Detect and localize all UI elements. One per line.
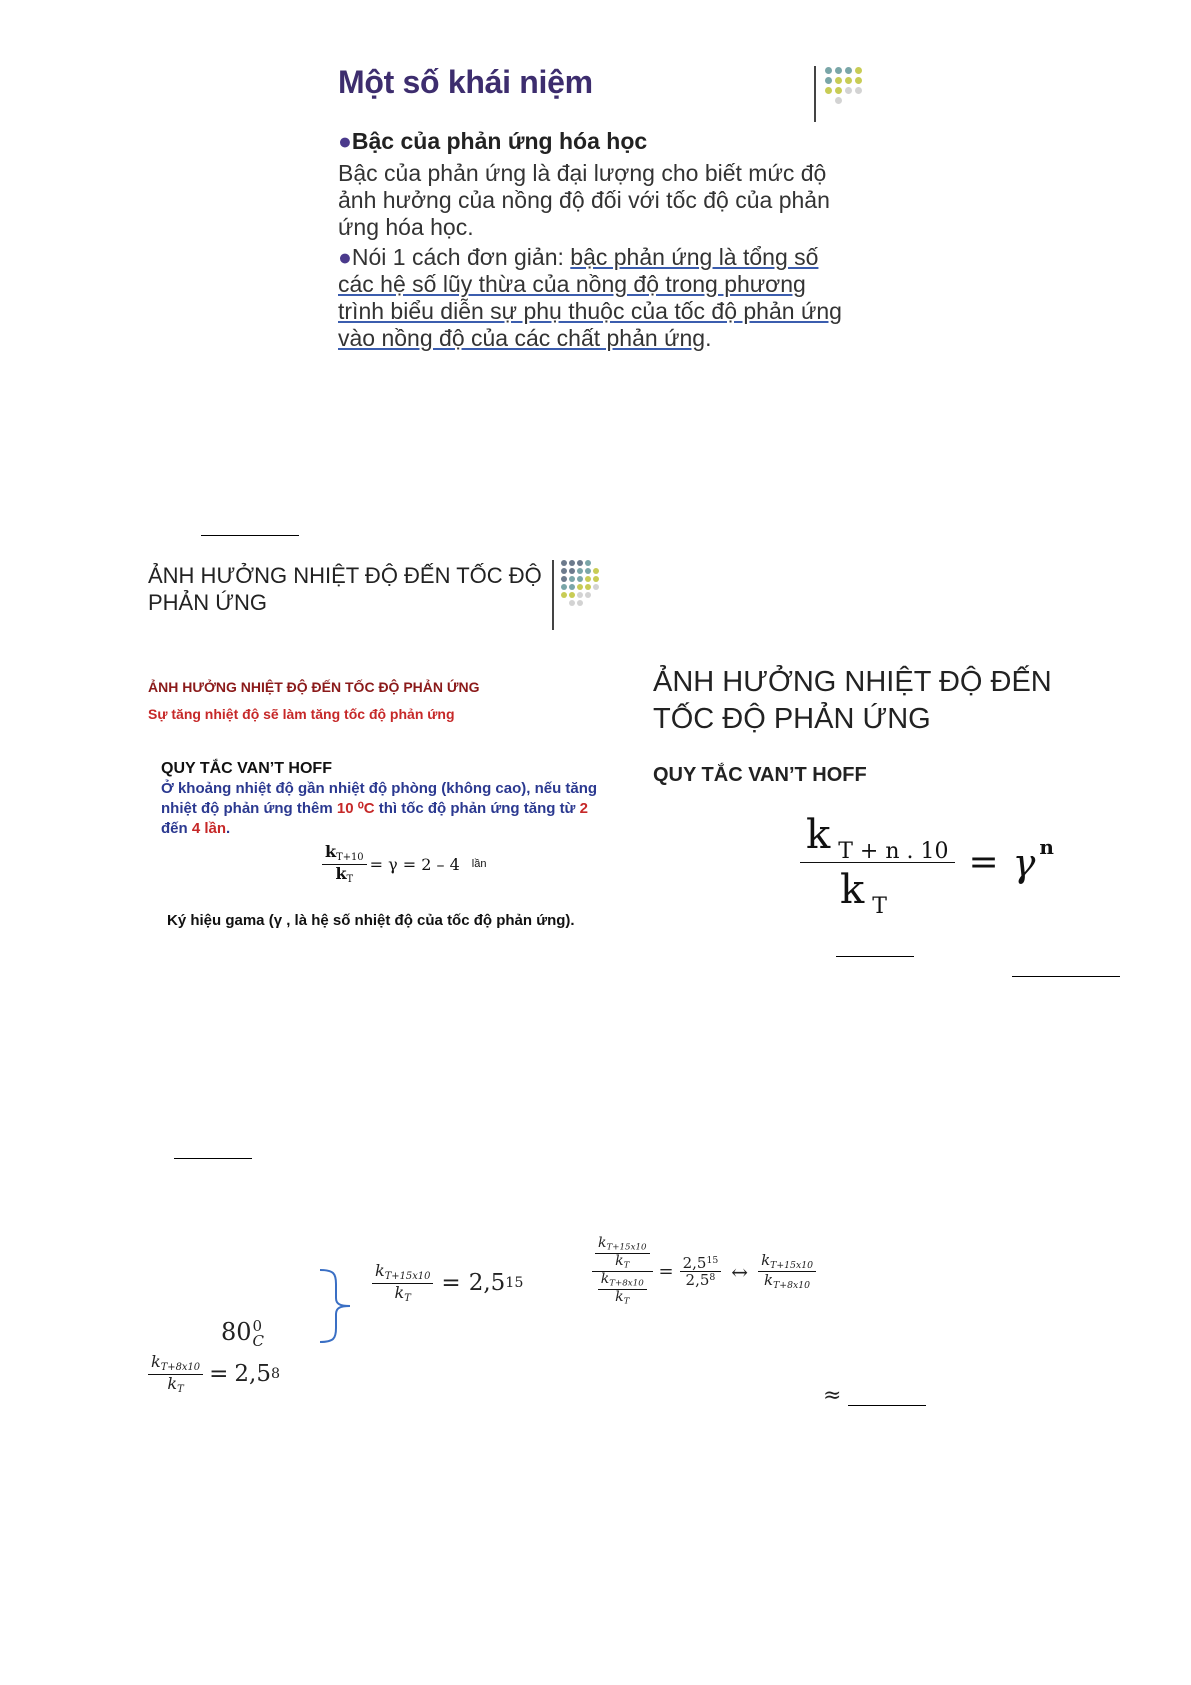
iff-arrow-icon: ↔ xyxy=(731,1259,749,1284)
base: 2,5 xyxy=(682,1253,707,1272)
curly-brace-icon xyxy=(316,1268,356,1344)
slide1-bullet1 xyxy=(338,128,647,155)
slide2-dot-pattern-icon xyxy=(561,560,599,606)
slide3-rule-heading: QUY TẮC VAN’T HOFF xyxy=(653,764,867,786)
rule-body-part2: thì tốc độ phản ứng tăng từ xyxy=(374,800,580,817)
k-top-sub: T+10 xyxy=(336,851,364,863)
k-top: k xyxy=(325,842,337,861)
temperature-80c xyxy=(221,1318,264,1349)
formula-rhs: = γ = 2 – 4 xyxy=(369,854,460,874)
rule-four: 4 lần xyxy=(191,820,227,837)
rule-two: 2 xyxy=(579,800,588,817)
k: k xyxy=(764,1271,774,1290)
k: k xyxy=(615,1289,624,1306)
approx-sign: ≈ xyxy=(823,1383,842,1408)
slide2-divider xyxy=(552,560,554,630)
k: k xyxy=(615,1253,624,1270)
k: k xyxy=(151,1352,161,1371)
sub-15: T+15x10 xyxy=(770,1260,814,1272)
sub-8: T+8x10 xyxy=(160,1361,201,1373)
blank-line-3 xyxy=(174,1158,252,1159)
k: k xyxy=(375,1261,385,1280)
slide1-title: Một số khái niệm xyxy=(338,64,593,100)
k-top: k xyxy=(806,812,831,858)
sub-8: T+8x10 xyxy=(609,1278,644,1289)
slide2-gamma-note: Ký hiệu gama (γ , là hệ số nhiệt độ của tốc độ phản ứng). xyxy=(167,912,575,929)
k-bottom-sub: T xyxy=(346,873,354,885)
bullet2-suffix: . xyxy=(705,325,712,351)
k-bottom: k xyxy=(840,867,865,913)
temp-base: 80 xyxy=(221,1318,252,1346)
sub-15: T+15x10 xyxy=(384,1270,431,1282)
k: k xyxy=(394,1282,405,1302)
formula-unit: lần xyxy=(471,858,487,871)
slide3-formula xyxy=(800,812,1054,919)
k-bottom-sub: T xyxy=(872,894,887,919)
base: 2,5 xyxy=(234,1361,271,1388)
slide2-red-sub: Sự tăng nhiệt độ sẽ làm tăng tốc độ phản ứng xyxy=(148,706,455,722)
bullet1-heading: Bậc của phản ứng hóa học xyxy=(351,128,648,154)
sub-t: T xyxy=(404,1292,411,1304)
slide2-title: ẢNH HƯỞNG NHIỆT ĐỘ ĐẾN TỐC ĐỘ PHẢN ỨNG xyxy=(148,563,542,615)
gamma-symbol: γ xyxy=(1012,840,1036,885)
sub-t: T xyxy=(623,1297,630,1308)
rule-to: đến xyxy=(161,820,192,837)
equals-sign: = xyxy=(968,842,999,883)
gamma-power: n xyxy=(1039,834,1054,859)
slide2-red-heading: ẢNH HƯỞNG NHIỆT ĐỘ ĐẾN TỐC ĐỘ PHẢN ỨNG xyxy=(148,679,480,695)
rule-body-part1: Ở khoảng nhiệt độ gần nhiệt độ phòng (không cao), nếu tăng nhiệt độ phản ứng thêm xyxy=(161,780,598,817)
k: k xyxy=(598,1235,607,1251)
k: k xyxy=(600,1271,610,1288)
rule-end: . xyxy=(226,820,231,837)
blank-line-2 xyxy=(1012,976,1120,977)
exp-15: 15 xyxy=(505,1275,524,1292)
base: 2,5 xyxy=(685,1271,710,1290)
bullet2-definition: bậc phản ứng là tổng số các hệ số lũy thừa của nồng độ trong phương trình biểu diễn sự phụ thuộc của tốc độ phản ứng vào nồng độ của các chất phản ứng xyxy=(338,244,842,351)
exp-8: 8 xyxy=(709,1272,716,1284)
slide2-rule-heading: QUY TẮC VAN’T HOFF xyxy=(161,760,332,777)
eq: = xyxy=(441,1270,461,1297)
k-bottom: k xyxy=(335,863,347,883)
eq: = xyxy=(209,1361,229,1388)
divider-line xyxy=(201,535,299,536)
k: k xyxy=(167,1373,178,1393)
temp-sup: 0 xyxy=(252,1316,263,1335)
ratio-15 xyxy=(372,1262,523,1305)
slide1-bullet2 xyxy=(338,244,858,352)
slide1-dot-pattern-icon xyxy=(825,67,862,104)
sub-15: T+15x10 xyxy=(606,1242,647,1253)
exp-8: 8 xyxy=(270,1366,281,1383)
rule-temp: 10 ⁰C xyxy=(336,800,375,817)
k-top-sub: T + n . 10 xyxy=(838,839,949,864)
base: 2,5 xyxy=(468,1270,506,1297)
sub-8: T+8x10 xyxy=(773,1280,811,1292)
blank-line-4 xyxy=(848,1405,926,1406)
sub-t: T xyxy=(177,1383,184,1395)
bullet-icon: ● xyxy=(338,244,352,270)
ratio-division xyxy=(592,1236,816,1308)
blank-line-1 xyxy=(836,956,914,957)
ratio-8 xyxy=(148,1353,280,1396)
temp-sub: C xyxy=(252,1331,265,1350)
sub-t: T xyxy=(623,1260,630,1271)
bullet-icon: ● xyxy=(338,128,352,154)
slide1-bullet1-body: Bậc của phản ứng là đại lượng cho biết mức độ ảnh hưởng của nồng độ đối với tốc độ của phản ứng hóa học. xyxy=(338,160,830,240)
slide2-rule-body xyxy=(161,779,611,839)
eq: = xyxy=(658,1261,674,1283)
k: k xyxy=(761,1251,771,1270)
exp-15: 15 xyxy=(706,1254,719,1266)
slide2-vant-hoff-formula xyxy=(322,843,486,886)
slide3-title: ẢNH HƯỞNG NHIỆT ĐỘ ĐẾN TỐC ĐỘ PHẢN ỨNG xyxy=(653,666,1052,735)
slide1-divider xyxy=(814,66,816,122)
bullet2-prefix: Nói 1 cách đơn giản: xyxy=(351,244,571,270)
